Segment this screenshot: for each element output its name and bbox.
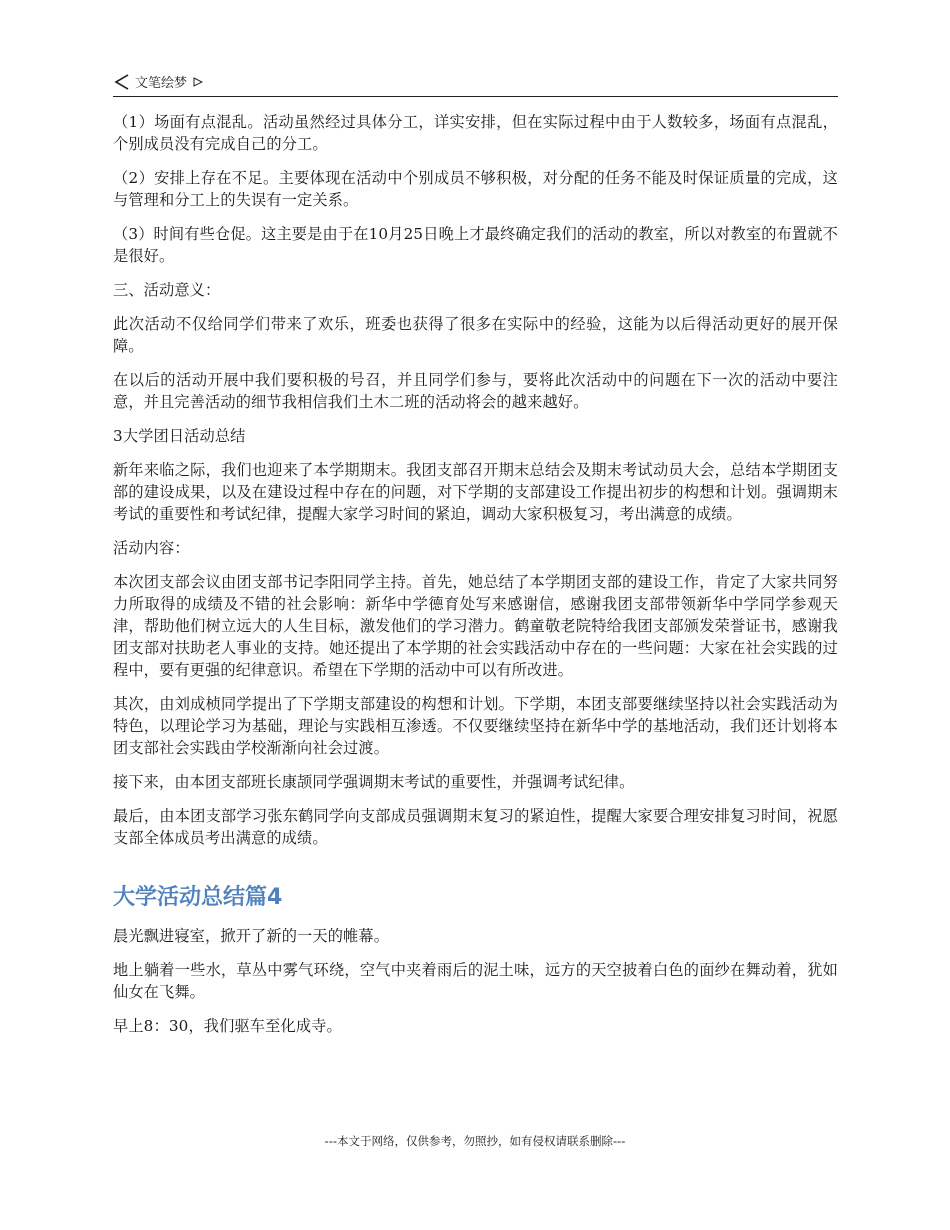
page-header bbox=[113, 70, 838, 97]
paragraph: 本次团支部会议由团支部书记李阳同学主持。首先，她总结了本学期团支部的建设工作，肯定了大家共同努力所取得的成绩及不错的社会影响：新华中学德育处写来感谢信，感谢我团支部带领新华中学同学参观天津，帮助他们树立远大的人生目标，激发他们的学习潜力。鹤童敬老院特给我团支部颁发荣誉证书，感谢我团支部对扶助老人事业的支持。她还提出了本学期的社会实践活动中存在的一些问题：大家在社会实践的过程中，要有更强的纪律意识。希望在下学期的活动中可以有所改进。 bbox=[113, 573, 838, 679]
brand-name: 文笔绘梦 bbox=[135, 76, 188, 91]
play-triangle-icon bbox=[193, 77, 203, 87]
back-triangle-icon bbox=[113, 73, 131, 91]
subheading-section-3: 3大学团日活动总结 bbox=[113, 427, 246, 445]
paragraph: （1）场面有点混乱。活动虽然经过具体分工，详实安排，但在实际过程中由于人数较多，场面有点混乱，个别成员没有完成自己的分工。 bbox=[113, 113, 838, 153]
paragraph: （3）时间有些仓促。这主要是由于在10月25日晚上才最终确定我们的活动的教室，所以对教室的布置就不是很好。 bbox=[113, 225, 838, 265]
subheading-activity-content: 活动内容： bbox=[113, 539, 190, 557]
brand bbox=[113, 72, 203, 91]
paragraph: 晨光飘进寝室，掀开了新的一天的帷幕。 bbox=[113, 927, 390, 945]
paragraph: 接下来，由本团支部班长康颉同学强调期末考试的重要性，并强调考试纪律。 bbox=[113, 773, 635, 791]
paragraph: 在以后的活动开展中我们要积极的号召，并且同学们参与，要将此次活动中的问题在下一次的活动中要注意，并且完善活动的细节我相信我们土木二班的活动将会的越来越好。 bbox=[113, 371, 838, 411]
paragraph: 新年来临之际，我们也迎来了本学期期末。我团支部召开期末总结会及期末考试动员大会，总结本学期团支部的建设成果，以及在建设过程中存在的问题，对下学期的支部建设工作提出初步的构想和计划。强调期末考试的重要性和考试纪律，提醒大家学习时间的紧迫，调动大家积极复习，考出满意的成绩。 bbox=[113, 461, 838, 523]
section-heading: 大学活动总结篇4 bbox=[113, 885, 283, 910]
paragraph: 此次活动不仅给同学们带来了欢乐，班委也获得了很多在实际中的经验，这能为以后得活动更好的展开保障。 bbox=[113, 315, 838, 355]
paragraph: 其次，由刘成桢同学提出了下学期支部建设的构想和计划。下学期，本团支部要继续坚持以社会实践活动为特色，以理论学习为基础，理论与实践相互渗透。不仅要继续坚持在新华中学的基地活动，我们还计划将本团支部社会实践由学校渐渐向社会过渡。 bbox=[113, 695, 838, 757]
paragraph: 早上8：30，我们驱车至化成寺。 bbox=[113, 1017, 342, 1035]
paragraph: （2）安排上存在不足。主要体现在活动中个别成员不够积极，对分配的任务不能及时保证质量的完成，这与管理和分工上的失误有一定关系。 bbox=[113, 169, 838, 209]
subheading-activity-significance: 三、活动意义： bbox=[113, 281, 221, 299]
paragraph: 地上躺着一些水，草丛中雾气环绕，空气中夹着雨后的泥土味，远方的天空披着白色的面纱在舞动着，犹如仙女在飞舞。 bbox=[113, 961, 838, 1001]
paragraph: 最后，由本团支部学习张东鹤同学向支部成员强调期末复习的紧迫性，提醒大家要合理安排复习时间，祝愿支部全体成员考出满意的成绩。 bbox=[113, 807, 838, 847]
page-footer: ---本文于网络，仅供参考，勿照抄，如有侵权请联系删除--- bbox=[324, 1134, 626, 1148]
document-body bbox=[113, 111, 838, 1049]
